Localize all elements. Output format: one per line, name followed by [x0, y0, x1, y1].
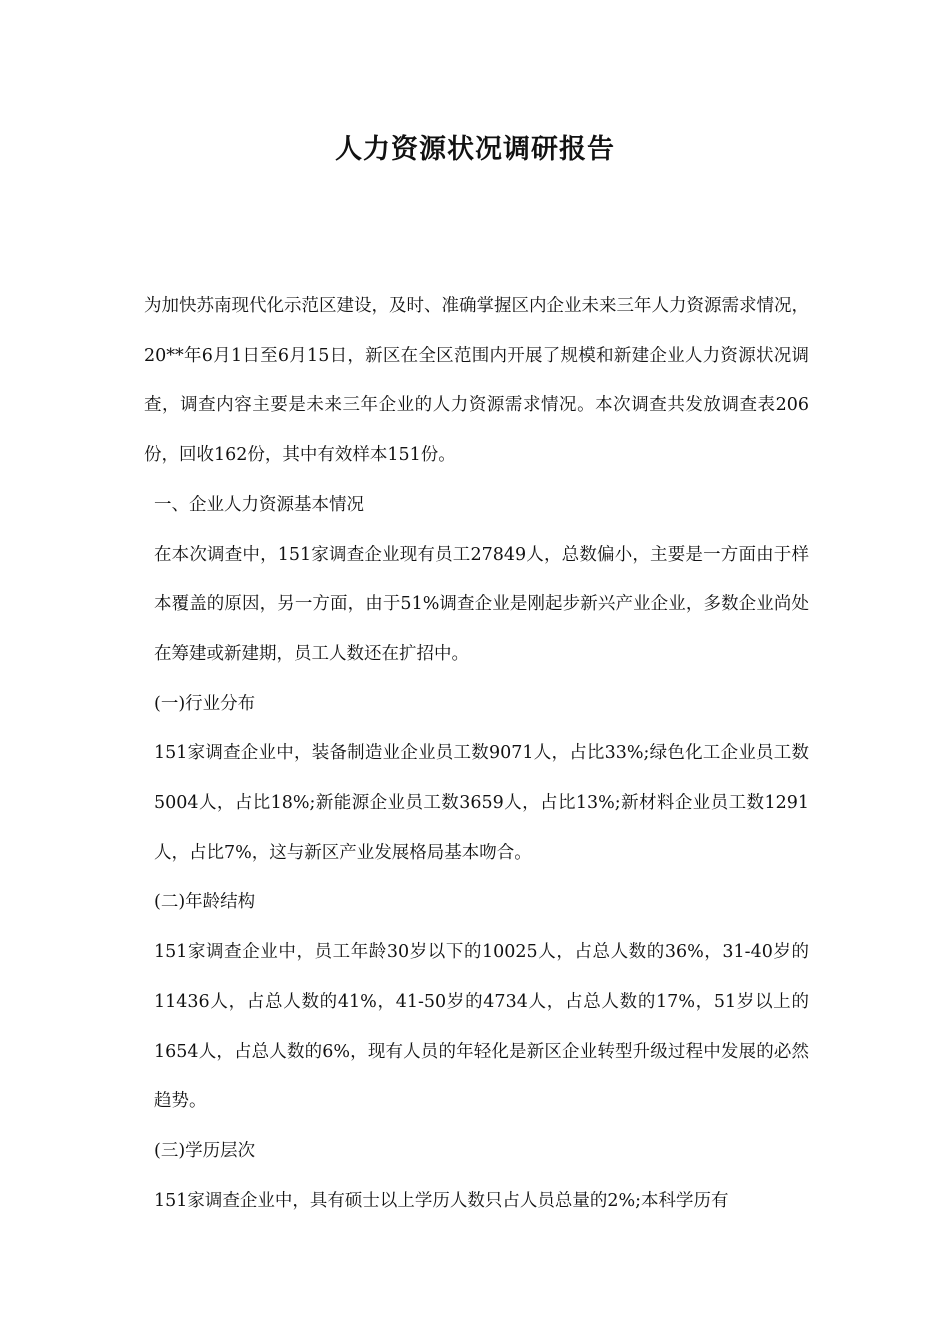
- basic-info-paragraph: 在本次调查中，151家调查企业现有员工27849人，总数偏小，主要是一方面由于样本覆盖的原因，另一方面，由于51%调查企业是刚起步新兴产业企业，多数企业尚处在筹建或新建期，员工人数还在扩招中。: [154, 544, 809, 664]
- section-heading-basic-info: 一、企业人力资源基本情况: [154, 494, 364, 515]
- subsection-heading-age: (二)年龄结构: [154, 892, 256, 913]
- education-paragraph: 151家调查企业中，具有硕士以上学历人数只占人员总量的2%;本科学历有: [154, 1190, 729, 1211]
- document-body: [144, 282, 809, 1226]
- subsection-heading-education: (三)学历层次: [154, 1140, 256, 1161]
- document-title: 人力资源状况调研报告: [335, 134, 615, 165]
- age-paragraph: 151家调查企业中，员工年龄30岁以下的10025人，占总人数的36%，31-40岁的11436人，占总人数的41%，41-50岁的4734人，占总人数的17%，51岁以上的1654人，占总人数的6%，现有人员的年轻化是新区企业转型升级过程中发展的必然趋势。: [154, 942, 809, 1112]
- industry-paragraph: 151家调查企业中，装备制造业企业员工数9071人，占比33%;绿色化工企业员工数5004人，占比18%;新能源企业员工数3659人，占比13%;新材料企业员工数1291人，占比7%，这与新区产业发展格局基本吻合。: [154, 743, 809, 863]
- intro-paragraph: 为加快苏南现代化示范区建设，及时、准确掌握区内企业未来三年人力资源需求情况，20**年6月1日至6月15日，新区在全区范围内开展了规模和新建企业人力资源状况调查，调查内容主要是未来三年企业的人力资源需求情况。本次调查共发放调查表206份，回收162份，其中有效样本151份。: [144, 296, 809, 466]
- subsection-heading-industry: (一)行业分布: [154, 693, 256, 714]
